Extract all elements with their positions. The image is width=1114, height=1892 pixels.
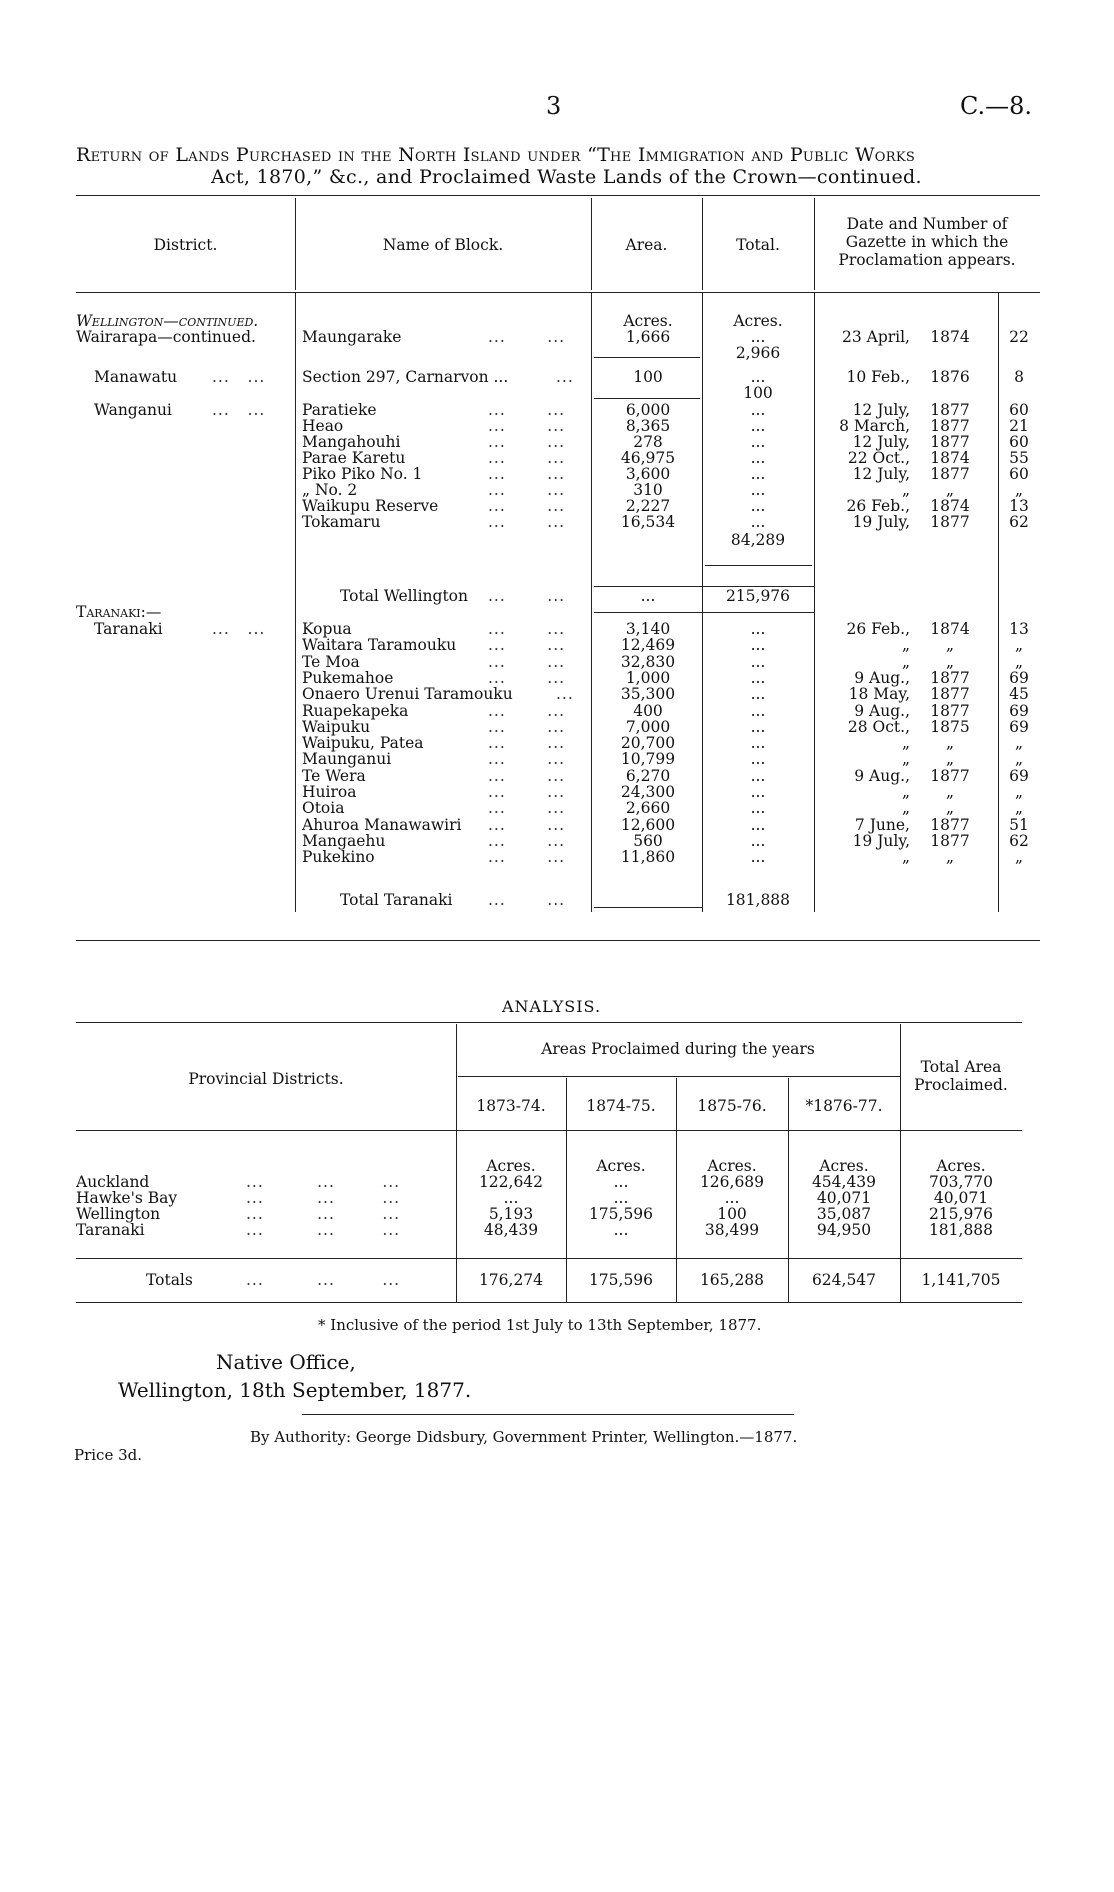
analysis-value: ... <box>613 1173 629 1191</box>
row-year: „ <box>945 848 955 867</box>
row-gazette-no: 55 <box>1009 449 1029 467</box>
row-total: ... <box>750 685 766 704</box>
row-gazette-no: 13 <box>1009 620 1029 638</box>
row-year: 1874 <box>930 449 970 467</box>
row-date: „ <box>901 652 910 671</box>
row-area: 7,000 <box>625 717 671 736</box>
col-header-block: Name of Block. <box>382 236 504 254</box>
analysis-value: ... <box>724 1189 740 1207</box>
analysis-unit: Acres. <box>707 1157 757 1175</box>
row-gazette-no: 8 <box>1014 368 1024 386</box>
leader-dots: ... ... <box>488 891 566 909</box>
leader-dots: ... ... <box>488 717 566 736</box>
row-block-name: Pukemahoe <box>302 668 394 687</box>
row-area: 2,660 <box>625 799 671 818</box>
row-gazette-no: „ <box>1014 783 1024 801</box>
row-gazette-no: „ <box>1014 848 1024 867</box>
row-year: 1877 <box>930 465 970 483</box>
row-year: „ <box>945 652 955 671</box>
analysis-unit: Acres. <box>486 1157 536 1175</box>
row-date: 18 May, <box>848 685 910 704</box>
analysis-unit: Acres. <box>819 1157 869 1175</box>
row-total: ... <box>750 636 766 655</box>
row-year: 1874 <box>930 497 970 515</box>
row-block-name: Pukekino <box>302 848 375 867</box>
row-block-name: „ No. 2 <box>302 481 358 499</box>
row-year: 1876 <box>930 368 970 386</box>
analysis-value: 122,642 <box>478 1173 544 1191</box>
analysis-year-3: 1875-76. <box>697 1097 767 1115</box>
row-date: 26 Feb., <box>846 497 910 515</box>
row-block-name: Waitara Taramouku <box>302 636 457 655</box>
leader-dots: ... ... <box>488 497 566 515</box>
row-area: 24,300 <box>620 783 676 801</box>
row-date: „ <box>901 848 910 867</box>
analysis-unit: Acres. <box>596 1157 646 1175</box>
analysis-value: 126,689 <box>699 1173 765 1191</box>
analysis-district-name: Auckland <box>76 1173 150 1191</box>
row-year: 1877 <box>930 417 970 435</box>
row-year: 1877 <box>930 815 970 834</box>
analysis-year-1: 1873-74. <box>476 1097 546 1115</box>
analysis-value: 454,439 <box>811 1173 877 1191</box>
analysis-value: ... <box>613 1189 629 1207</box>
row-total: ... <box>750 831 766 850</box>
leader-dots: ... ... ... <box>246 1221 401 1239</box>
analysis-totals-label: Totals <box>146 1271 193 1289</box>
region-taranaki: Taranaki:— <box>76 603 162 621</box>
row-year: „ <box>945 636 955 655</box>
row-block-name: Te Wera <box>302 766 366 785</box>
leader-dots: ... ... <box>212 368 266 386</box>
row-date: 12 July, <box>852 401 910 419</box>
row-area: 8,365 <box>625 417 671 435</box>
row-year: „ <box>945 734 955 753</box>
analysis-value: 35,087 <box>816 1205 872 1223</box>
row-district: Wairarapa—continued. <box>76 328 256 346</box>
analysis-value: 175,596 <box>588 1205 654 1223</box>
row-total: ... <box>750 750 766 769</box>
row-total: ... <box>750 620 766 638</box>
row-area: 400 <box>633 701 663 720</box>
row-total: ... <box>750 701 766 720</box>
row-year: 1877 <box>930 668 970 687</box>
analysis-value: ... <box>503 1189 519 1207</box>
leader-dots: ... ... <box>488 815 566 834</box>
row-area: 12,469 <box>620 636 676 655</box>
row-year: „ <box>945 750 955 769</box>
total-taranaki-total: 181,888 <box>725 891 791 909</box>
row-block-name: Waipuku, Patea <box>302 734 424 753</box>
analysis-district-name: Taranaki <box>76 1221 145 1239</box>
row-total: ... <box>750 481 766 499</box>
row-date: 28 Oct., <box>847 717 910 736</box>
row-gazette-no: 60 <box>1009 401 1029 419</box>
leader-dots: ... <box>556 685 574 704</box>
row-date: 23 April, <box>841 328 910 346</box>
leader-dots: ... ... <box>488 750 566 769</box>
row-block-name: Section 297, Carnarvon ... <box>302 368 509 386</box>
row-block-name: Paratieke <box>302 401 377 419</box>
leader-dots: ... ... ... <box>246 1189 401 1207</box>
row-total: ... <box>750 668 766 687</box>
row-total: ... <box>750 717 766 736</box>
leader-dots: ... ... <box>488 620 566 638</box>
row-date: 8 March, <box>839 417 910 435</box>
row-gazette-no: „ <box>1014 734 1024 753</box>
title-line-1: Return of Lands Purchased in the North Island under “The Immigration and Public Works <box>76 144 916 166</box>
leader-dots: ... ... ... <box>246 1173 401 1191</box>
analysis-value: 181,888 <box>928 1221 994 1239</box>
total-wellington-total: 215,976 <box>725 587 791 605</box>
row-date: „ <box>901 750 910 769</box>
row-date: 19 July, <box>852 831 910 850</box>
taranaki-district: Taranaki <box>94 620 163 638</box>
row-block-name: Te Moa <box>302 652 360 671</box>
title-line-2: Act, 1870,” &c., and Proclaimed Waste Lands of the Crown—continued. <box>211 166 922 188</box>
row-block-name: Tokamaru <box>302 513 381 531</box>
leader-dots: ... ... <box>488 766 566 785</box>
analysis-total-1: 176,274 <box>478 1271 544 1289</box>
analysis-col-total: Total Area Proclaimed. <box>914 1058 1008 1094</box>
row-year: 1877 <box>930 701 970 720</box>
row-gazette-no: 21 <box>1009 417 1029 435</box>
row-block-name: Heao <box>302 417 344 435</box>
leader-dots: ... ... <box>488 831 566 850</box>
row-date: „ <box>901 734 910 753</box>
row-gazette-no: 45 <box>1009 685 1029 704</box>
analysis-total-2: 175,596 <box>588 1271 654 1289</box>
analysis-unit: Acres. <box>936 1157 986 1175</box>
row-date: 9 Aug., <box>854 701 910 720</box>
row-date: 9 Aug., <box>854 766 910 785</box>
row-area: 10,799 <box>620 750 676 769</box>
row-year: „ <box>945 783 955 801</box>
row-year: 1877 <box>930 513 970 531</box>
row-area: 6,270 <box>625 766 671 785</box>
row-gazette-no: 69 <box>1009 766 1029 785</box>
signature-office: Native Office, <box>216 1350 356 1374</box>
row-block-name: Maunganui <box>302 750 392 769</box>
row-area: 46,975 <box>620 449 676 467</box>
leader-dots: ... ... <box>488 513 566 531</box>
analysis-value: 703,770 <box>928 1173 994 1191</box>
analysis-value: 40,071 <box>933 1189 989 1207</box>
analysis-value: 94,950 <box>816 1221 872 1239</box>
row-date: „ <box>901 636 910 655</box>
analysis-value: 38,499 <box>704 1221 760 1239</box>
row-year: 1875 <box>930 717 970 736</box>
document-code: C.—8. <box>960 92 1033 120</box>
row-area: 100 <box>633 368 663 386</box>
col-header-total: Total. <box>736 236 780 254</box>
leader-dots: ... ... <box>488 465 566 483</box>
row-gazette-no: 69 <box>1009 717 1029 736</box>
unit-total: Acres. <box>733 312 783 330</box>
row-area: 12,600 <box>620 815 676 834</box>
leader-dots: ... ... <box>488 433 566 451</box>
row-date: „ <box>901 481 910 499</box>
row-gazette-no: 62 <box>1009 831 1029 850</box>
leader-dots: ... ... <box>488 734 566 753</box>
row-area: 35,300 <box>620 685 676 704</box>
row-year: „ <box>945 481 955 499</box>
row-gazette-no: „ <box>1014 799 1024 818</box>
row-area: 3,600 <box>625 465 671 483</box>
row-gazette-no: 51 <box>1009 815 1029 834</box>
row-gazette-no: 69 <box>1009 701 1029 720</box>
row-total: ... <box>750 734 766 753</box>
analysis-total-grand: 1,141,705 <box>921 1271 1001 1289</box>
row-date: 19 July, <box>852 513 910 531</box>
analysis-value: 40,071 <box>816 1189 872 1207</box>
row-date: 9 Aug., <box>854 668 910 687</box>
leader-dots: ... ... <box>212 401 266 419</box>
analysis-value: ... <box>613 1221 629 1239</box>
analysis-total-4: 624,547 <box>811 1271 877 1289</box>
row-block-name: Ahuroa Manawawiri <box>302 815 462 834</box>
col-header-district: District. <box>153 236 218 254</box>
row-date: 12 July, <box>852 465 910 483</box>
row-date: „ <box>901 783 910 801</box>
row-gazette-no: 13 <box>1009 497 1029 515</box>
row-block-name: Mangahouhi <box>302 433 401 451</box>
row-block-name: Huiroa <box>302 783 357 801</box>
analysis-col-districts: Provincial Districts. <box>188 1070 344 1088</box>
unit-area: Acres. <box>623 312 673 330</box>
row-gazette-no: „ <box>1014 481 1024 499</box>
page-number: 3 <box>546 92 562 120</box>
row-year: 1874 <box>930 620 970 638</box>
row-date: 22 Oct., <box>847 449 910 467</box>
row-total: ... <box>750 799 766 818</box>
analysis-value: 48,439 <box>483 1221 539 1239</box>
total-wellington-label: Total Wellington <box>340 587 468 605</box>
row-gazette-no: „ <box>1014 636 1024 655</box>
analysis-district-name: Wellington <box>76 1205 161 1223</box>
leader-dots: ... ... <box>488 848 566 867</box>
row-date: 10 Feb., <box>846 368 910 386</box>
analysis-value: 100 <box>717 1205 747 1223</box>
row-area: 6,000 <box>625 401 671 419</box>
row-total: ... <box>750 328 766 346</box>
row-total: ... <box>750 368 766 386</box>
row-total: ... <box>750 815 766 834</box>
row-gazette-no: 22 <box>1009 328 1029 346</box>
analysis-district-name: Hawke's Bay <box>76 1189 178 1207</box>
row-total: 100 <box>743 384 773 402</box>
leader-dots: ... <box>556 368 574 386</box>
row-area: 16,534 <box>620 513 676 531</box>
leader-dots: ... ... <box>212 620 266 638</box>
signature-place-date: Wellington, 18th September, 1877. <box>118 1378 472 1402</box>
row-area: 1,666 <box>625 328 671 346</box>
row-block-name: Kopua <box>302 620 352 638</box>
row-district: Manawatu <box>94 368 178 386</box>
row-block-name: Otoia <box>302 799 345 818</box>
analysis-total-3: 165,288 <box>699 1271 765 1289</box>
row-total: ... <box>750 449 766 467</box>
analysis-year-2: 1874-75. <box>586 1097 656 1115</box>
row-gazette-no: 69 <box>1009 668 1029 687</box>
row-total: ... <box>750 513 766 531</box>
row-gazette-no: „ <box>1014 652 1024 671</box>
footer-rule <box>302 1414 794 1415</box>
authority-line: By Authority: George Didsbury, Government Printer, Wellington.—1877. <box>250 1428 798 1446</box>
row-date: 26 Feb., <box>846 620 910 638</box>
row-gazette-no: 60 <box>1009 433 1029 451</box>
row-year: 1877 <box>930 433 970 451</box>
row-area: 278 <box>633 433 663 451</box>
col-header-gazette: Date and Number of Gazette in which the Proclamation appears. <box>838 215 1016 269</box>
leader-dots: ... ... ... <box>246 1205 401 1223</box>
row-block-name: Waikupu Reserve <box>302 497 439 515</box>
row-total: 84,289 <box>730 531 786 549</box>
row-block-name: Parae Karetu <box>302 449 406 467</box>
row-total: ... <box>750 783 766 801</box>
row-total: ... <box>750 465 766 483</box>
row-year: 1877 <box>930 401 970 419</box>
row-area: 11,860 <box>620 848 676 867</box>
analysis-col-group: Areas Proclaimed during the years <box>541 1040 815 1058</box>
row-year: 1874 <box>930 328 970 346</box>
row-area: 20,700 <box>620 734 676 753</box>
col-header-area: Area. <box>625 236 668 254</box>
leader-dots: ... ... <box>488 328 566 346</box>
leader-dots: ... ... <box>488 401 566 419</box>
leader-dots: ... ... <box>488 668 566 687</box>
row-total: ... <box>750 433 766 451</box>
row-total: 2,966 <box>735 344 781 362</box>
row-total: ... <box>750 417 766 435</box>
region-wellington: Wellington—continued. <box>76 312 259 330</box>
row-gazette-no: 62 <box>1009 513 1029 531</box>
row-year: „ <box>945 799 955 818</box>
row-block-name: Onaero Urenui Taramouku <box>302 685 513 704</box>
row-area: 560 <box>633 831 663 850</box>
row-total: ... <box>750 652 766 671</box>
row-area: 2,227 <box>625 497 671 515</box>
row-year: 1877 <box>930 685 970 704</box>
leader-dots: ... ... <box>488 799 566 818</box>
price: Price 3d. <box>74 1446 143 1464</box>
row-gazette-no: „ <box>1014 750 1024 769</box>
analysis-value: 215,976 <box>928 1205 994 1223</box>
row-gazette-no: 60 <box>1009 465 1029 483</box>
leader-dots: ... ... <box>488 449 566 467</box>
row-block-name: Piko Piko No. 1 <box>302 465 423 483</box>
row-block-name: Waipuku <box>302 717 371 736</box>
row-area: 1,000 <box>625 668 671 687</box>
row-area: 32,830 <box>620 652 676 671</box>
row-year: 1877 <box>930 831 970 850</box>
row-district: Wanganui <box>94 401 172 419</box>
footnote: * Inclusive of the period 1st July to 13th September, 1877. <box>318 1316 762 1334</box>
row-block-name: Ruapekapeka <box>302 701 409 720</box>
row-date: 12 July, <box>852 433 910 451</box>
row-area: 310 <box>633 481 663 499</box>
row-total: ... <box>750 497 766 515</box>
row-block-name: Mangaehu <box>302 831 386 850</box>
row-date: „ <box>901 799 910 818</box>
row-area: 3,140 <box>625 620 671 638</box>
row-total: ... <box>750 766 766 785</box>
leader-dots: ... ... <box>488 417 566 435</box>
leader-dots: ... ... <box>488 636 566 655</box>
row-total: ... <box>750 848 766 867</box>
analysis-value: 5,193 <box>488 1205 534 1223</box>
leader-dots: ... ... ... <box>246 1271 401 1289</box>
row-block-name: Maungarake <box>302 328 402 346</box>
total-wellington-area: ... <box>640 587 656 605</box>
analysis-year-4: *1876-77. <box>805 1097 883 1115</box>
row-date: 7 June, <box>854 815 910 834</box>
leader-dots: ... ... <box>488 587 566 605</box>
row-year: 1877 <box>930 766 970 785</box>
row-total: ... <box>750 401 766 419</box>
leader-dots: ... ... <box>488 783 566 801</box>
leader-dots: ... ... <box>488 481 566 499</box>
leader-dots: ... ... <box>488 701 566 720</box>
analysis-title: ANALYSIS. <box>502 997 602 1016</box>
total-taranaki-label: Total Taranaki <box>340 891 453 909</box>
leader-dots: ... ... <box>488 652 566 671</box>
